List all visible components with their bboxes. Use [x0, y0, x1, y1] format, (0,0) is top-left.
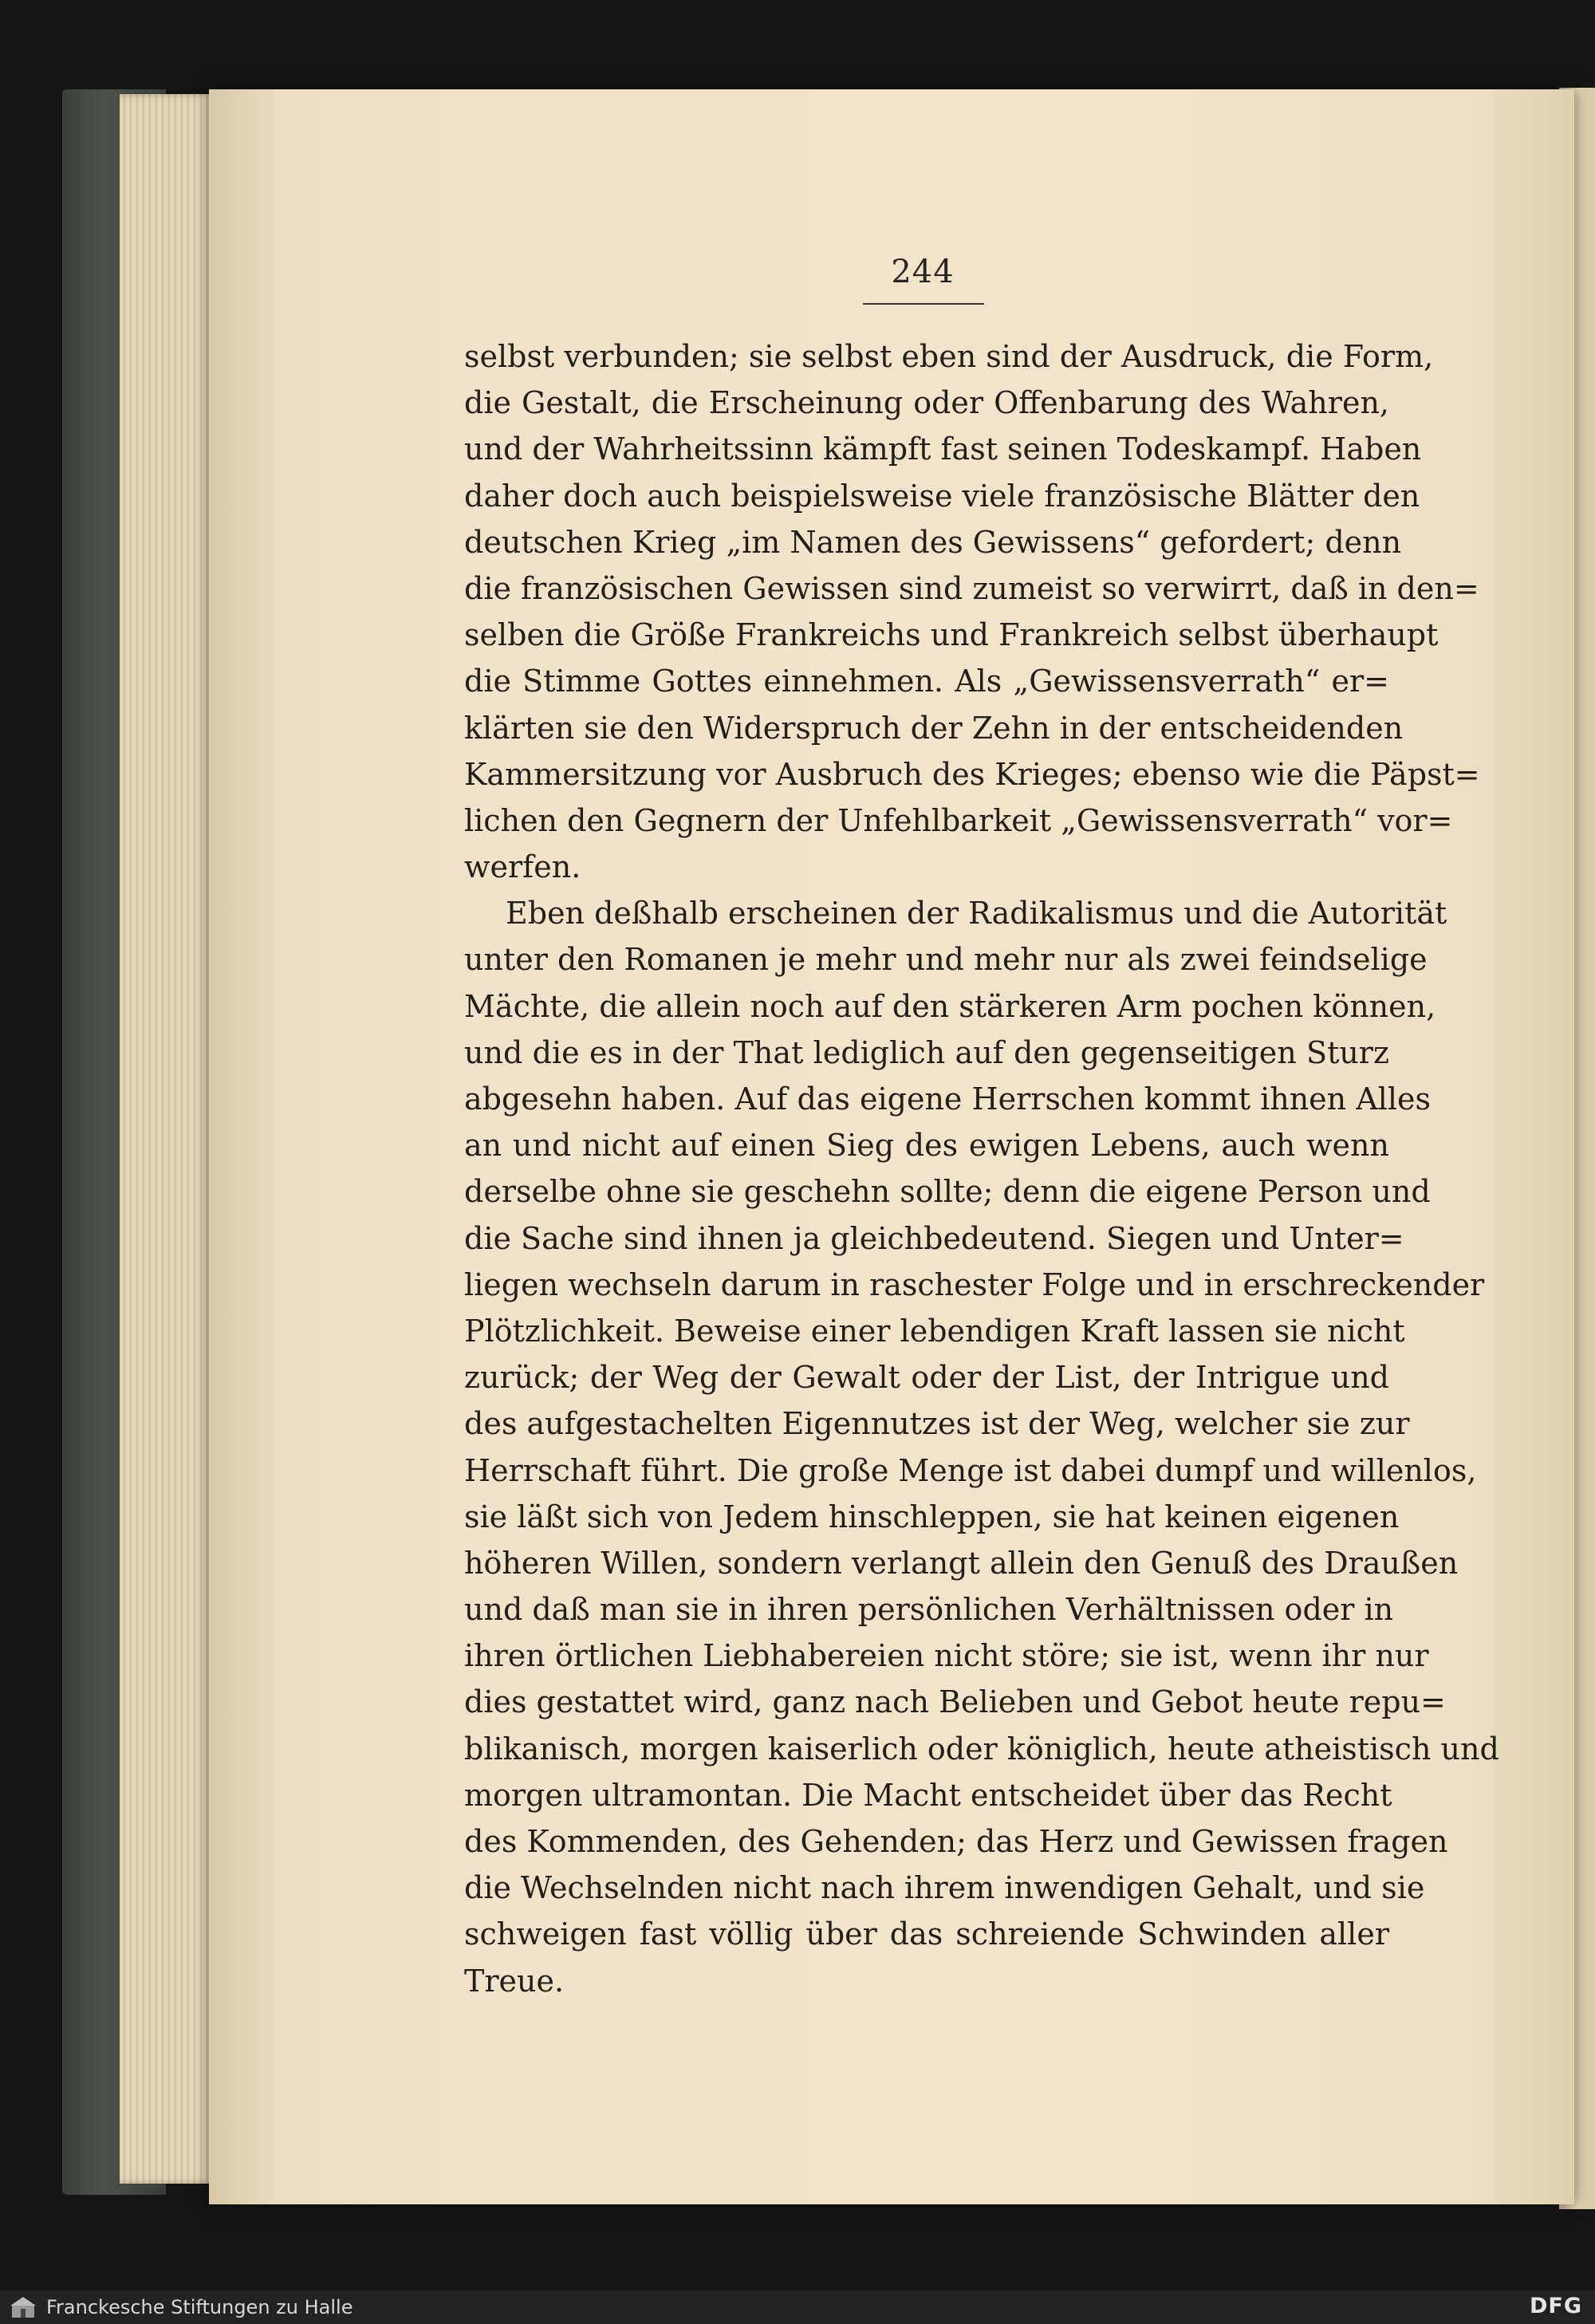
text-line: selbst verbunden; sie selbst eben sind der Ausdruck, die Form, [464, 339, 1434, 374]
text-line: die Wechselnden nicht nach ihrem inwendigen Gehalt, und sie [464, 1870, 1425, 1906]
text-line: Kammersitzung vor Ausbruch des Krieges; ebenso wie die Päpst= [464, 756, 1480, 792]
text-line: schweigen fast völlig über das schreiende Schwinden aller [464, 1916, 1389, 1952]
text-line: unter den Romanen je mehr und mehr nur als zwei feindselige [464, 942, 1428, 978]
text-line: liegen wechseln darum in raschester Folge und in erschreckender [464, 1266, 1485, 1302]
text-line: Treue. [464, 1963, 565, 1999]
text-line: lichen den Gegnern der Unfehlbarkeit „Gewissensverrath“ vor= [464, 802, 1453, 838]
page-text [464, 333, 1499, 2004]
text-line: Mächte, die allein noch auf den stärkeren Arm pochen können, [464, 988, 1436, 1024]
text-line: Herrschaft führt. Die große Menge ist dabei dumpf und willenlos, [464, 1452, 1477, 1488]
text-line: zurück; der Weg der Gewalt oder der List, der Intrigue und [464, 1360, 1389, 1396]
text-line: dies gestattet wird, ganz nach Belieben und Gebot heute repu= [464, 1684, 1446, 1720]
text-line: und daß man sie in ihren persönlichen Verhältnissen oder in [464, 1592, 1394, 1628]
text-line: sie läßt sich von Jedem hinschleppen, sie hat keinen eigenen [464, 1499, 1400, 1534]
text-line: die Stimme Gottes einnehmen. Als „Gewissensverrath“ er= [464, 664, 1389, 699]
text-line: die Gestalt, die Erscheinung oder Offenbarung des Wahren, [464, 385, 1389, 421]
viewer-footer [0, 2291, 1595, 2324]
text-line: des aufgestachelten Eigennutzes ist der Weg, welcher sie zur [464, 1406, 1410, 1442]
header-rule [863, 303, 984, 305]
text-line: daher doch auch beispielsweise viele französische Blätter den [464, 478, 1420, 514]
text-line: ihren örtlichen Liebhabereien nicht störe; sie ist, wenn ihr nur [464, 1638, 1429, 1674]
text-line: die Sache sind ihnen ja gleichbedeutend. Siegen und Unter= [464, 1220, 1404, 1256]
institution-name: Franckesche Stiftungen zu Halle [46, 2296, 353, 2318]
text-line: blikanisch, morgen kaiserlich oder königlich, heute atheistisch und [464, 1731, 1499, 1767]
text-line: abgesehn haben. Auf das eigene Herrschen kommt ihnen Alles [464, 1081, 1431, 1117]
text-line: an und nicht auf einen Sieg des ewigen Lebens, auch wenn [464, 1128, 1389, 1164]
text-line: derselbe ohne sie geschehn sollte; denn die eigene Person und [464, 1174, 1431, 1210]
text-line: die französischen Gewissen sind zumeist so verwirrt, daß in den= [464, 570, 1479, 606]
page-number: 244 [891, 254, 955, 290]
text-line: Plötzlichkeit. Beweise einer lebendigen Kraft lassen sie nicht [464, 1313, 1405, 1349]
text-line: klärten sie den Widerspruch der Zehn in der entscheidenden [464, 710, 1404, 746]
text-line: selben die Größe Frankreichs und Frankreich selbst überhaupt [464, 617, 1439, 653]
foundation-logo-icon [10, 2295, 37, 2319]
text-line: deutschen Krieg „im Namen des Gewissens“ gefordert; denn [464, 524, 1402, 560]
funder-logo: DFG [1529, 2294, 1582, 2318]
text-line: Eben deßhalb erscheinen der Radikalismus und die Autorität [506, 896, 1447, 932]
text-line: höheren Willen, sondern verlangt allein den Genuß des Draußen [464, 1545, 1459, 1581]
text-line: und der Wahrheitssinn kämpft fast seinen Todeskampf. Haben [464, 431, 1422, 467]
text-line: des Kommenden, des Gehenden; das Herz und Gewissen fragen [464, 1824, 1448, 1859]
text-line: werfen. [464, 849, 581, 885]
text-line: und die es in der That lediglich auf den gegenseitigen Sturz [464, 1034, 1389, 1070]
text-line: morgen ultramontan. Die Macht entscheidet über das Recht [464, 1777, 1392, 1813]
